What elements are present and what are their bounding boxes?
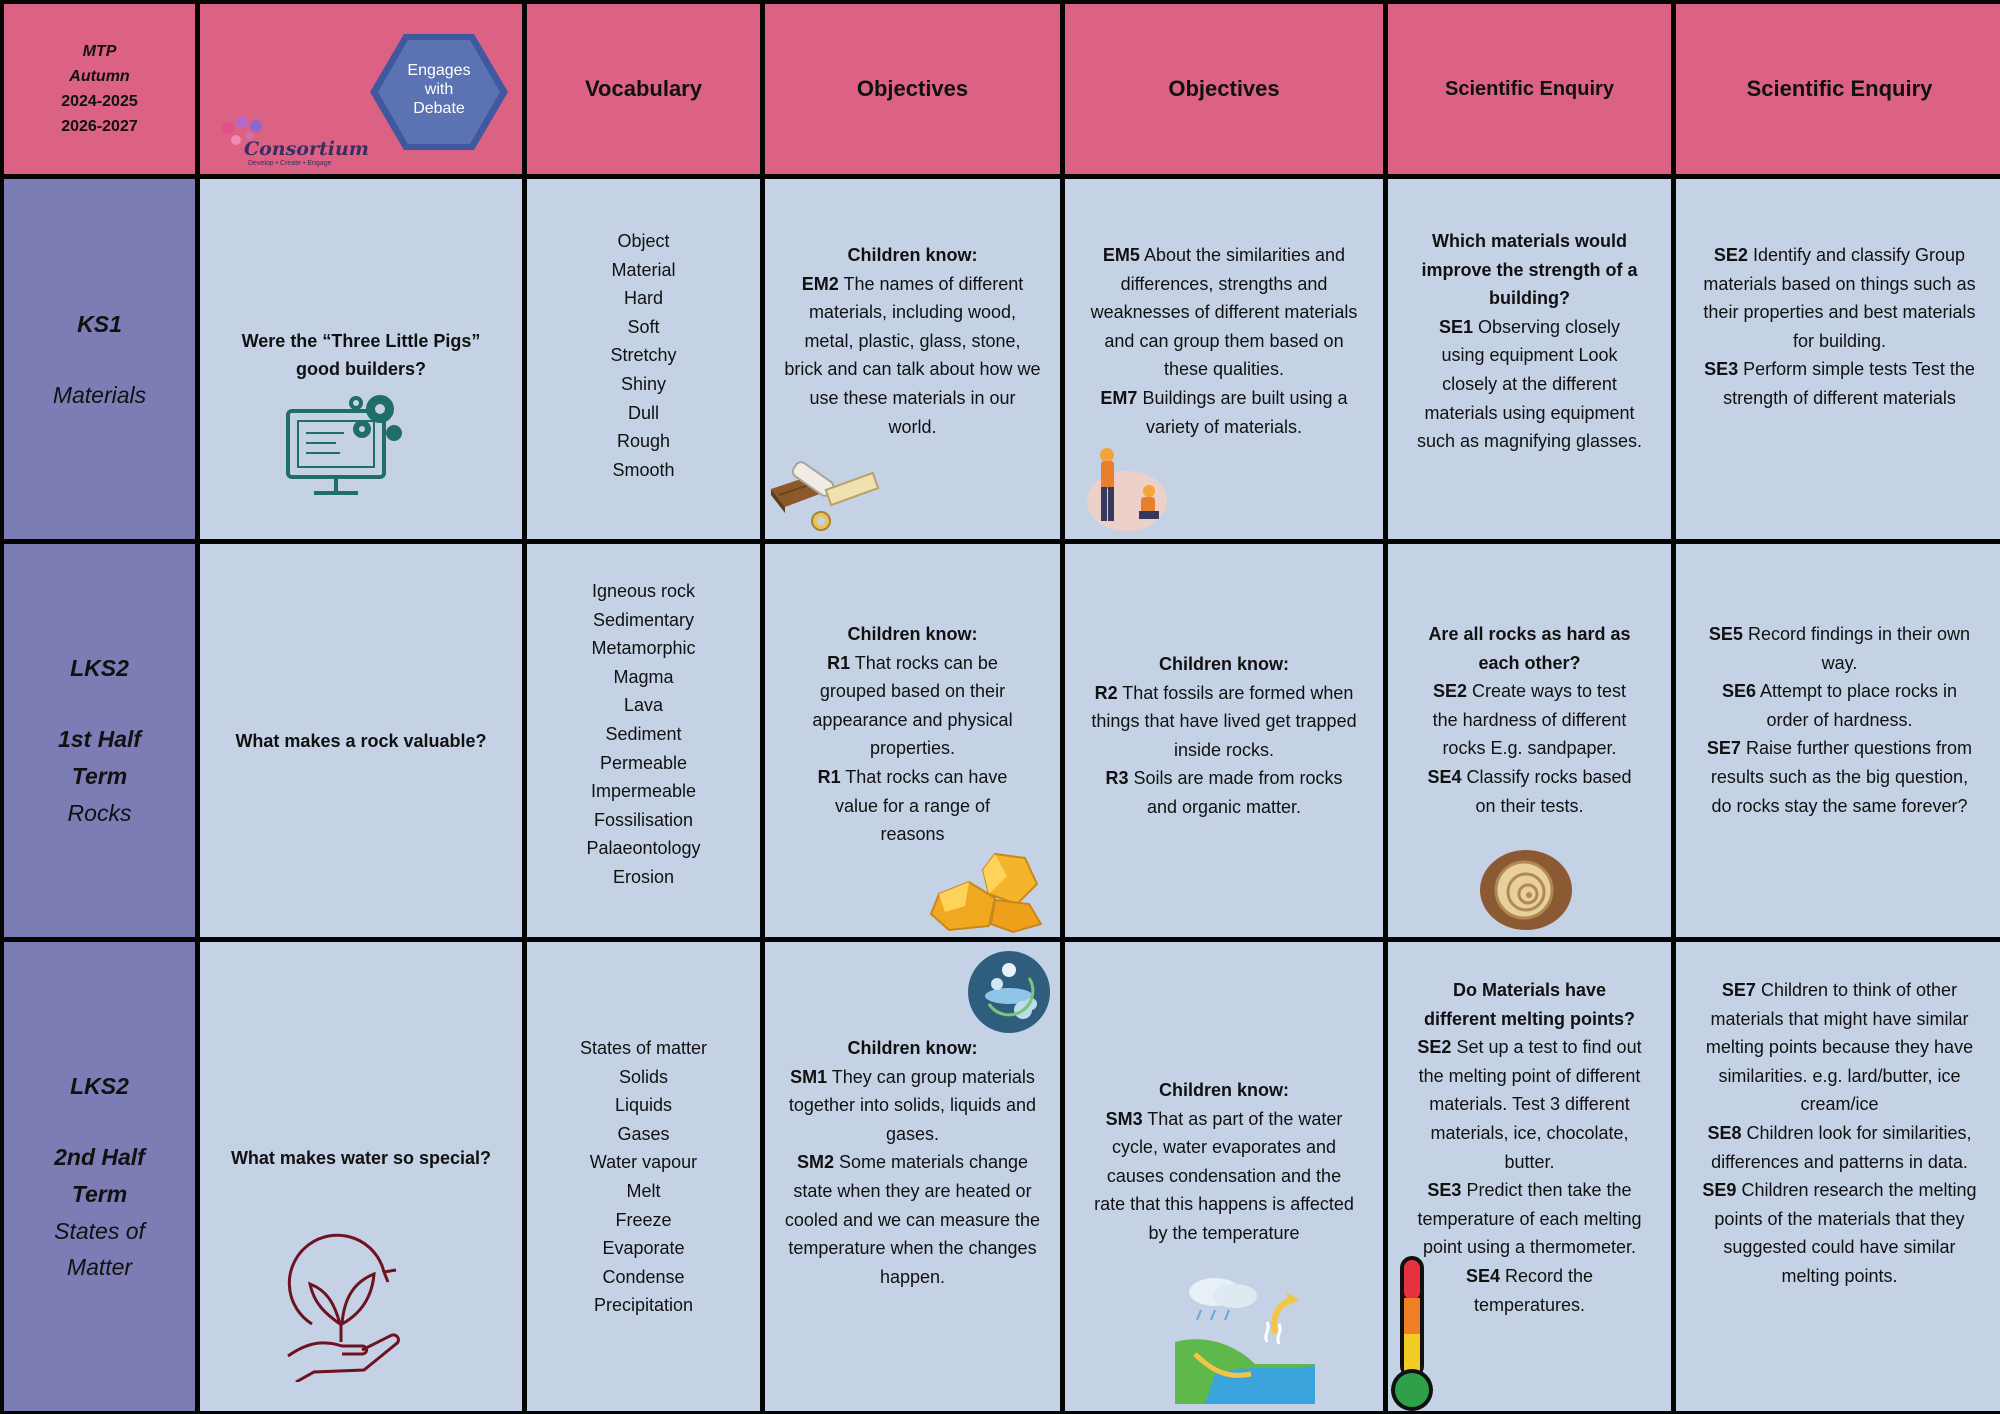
vocabulary-list xyxy=(610,227,676,484)
enquiry-text: Do Materials have different melting points? SE2 Set up a test to find out the melting point of different materials. Test 3 different materials, ice, chocolate, butter. SE3 Predict then take the temperature of each melting point using a thermometer. SE4 Record the temperatures. xyxy=(1417,980,1642,1315)
objectives-cell xyxy=(765,179,1060,539)
topic-label: Rocks xyxy=(67,800,132,826)
vocabulary-cell xyxy=(527,179,760,539)
vocab-item: Material xyxy=(611,259,676,280)
badge-line-2: with xyxy=(424,81,454,98)
term-label: Term xyxy=(71,1181,128,1207)
objectives-cell xyxy=(765,544,1060,937)
vocab-item: Impermeable xyxy=(590,781,697,802)
vocab-item: Gases xyxy=(617,1123,670,1144)
vocab-item: Object xyxy=(617,231,670,251)
water-cycle-globe-icon xyxy=(967,950,1051,1034)
objectives-cell xyxy=(1065,179,1383,539)
vocab-item: Magma xyxy=(613,666,674,687)
stage-label: KS1 xyxy=(77,310,122,337)
building-materials-icon xyxy=(769,449,889,539)
enquiry-text: SE2 Identify and classify Group materials based on things such as their properties and best materials for building. SE3 Perform simple tests Test the strength of different materials xyxy=(1703,245,1976,408)
computer-gears-icon xyxy=(284,389,414,504)
vocabulary-list xyxy=(586,577,700,892)
enquiry-text: SE5 Record findings in their own way. SE6 Attempt to place rocks in order of hardness. SE7 Raise further questions from results such as the big question, do rocks stay the same forever? xyxy=(1706,624,1973,816)
enquiry-text: SE7 Children to think of other materials that might have similar melting points because they have similarities. e.g. lard/butter, ice cream/ice SE8 Children look for similarities, differences and patterns in data. SE9 Children research the melting points of the materials that they suggested could have similar melting points. xyxy=(1702,980,1977,1286)
vocab-item: Precipitation xyxy=(593,1295,694,1316)
big-question: What makes a rock valuable? xyxy=(235,730,487,751)
enquiry-text: Which materials would improve the strength of a building? SE1 Observing closely using equipment Look closely at the different materials using equipment such as magnifying glasses. xyxy=(1416,231,1643,452)
vocab-item: Sedimentary xyxy=(592,609,695,630)
debate-badge xyxy=(370,30,508,154)
topic-label: Matter xyxy=(66,1254,133,1280)
vocab-item: Erosion xyxy=(612,866,675,887)
objectives-text: Children know: EM2 The names of different materials, including wood, metal, plastic, glass, stone, brick and can talk about how we use these materials in our world. xyxy=(784,245,1041,437)
vocab-item: Sediment xyxy=(605,723,682,744)
vocab-item: Freeze xyxy=(615,1209,672,1230)
topic-label: Materials xyxy=(52,381,147,408)
builders-icon xyxy=(1077,441,1177,531)
enquiry-cell xyxy=(1676,942,2000,1411)
vocab-item: Rough xyxy=(616,431,671,452)
vocab-item: States of matter xyxy=(579,1038,708,1058)
ammonite-fossil-icon xyxy=(1478,848,1574,932)
big-question: Were the “Three Little Pigs” good builders? xyxy=(241,331,481,379)
term-label: Autumn xyxy=(69,68,130,85)
enquiry-text: Are all rocks as hard as each other? SE2 Create ways to test the hardness of different rocks E.g. sandpaper. SE4 Classify rocks based on their tests. xyxy=(1427,624,1632,816)
badge-line-3: Debate xyxy=(413,100,465,117)
vocab-item: Condense xyxy=(602,1266,685,1287)
vocab-item: Fossilisation xyxy=(593,809,694,830)
vocab-item: Evaporate xyxy=(602,1238,685,1259)
mtp-label: MTP xyxy=(82,43,117,60)
objectives-text: Children know: SM1 They can group materials together into solids, liquids and gases. SM2 Some materials change state when they are heated or cooled and we can measure the temperature when the changes happen. xyxy=(784,1038,1041,1287)
vocab-item: Igneous rock xyxy=(591,581,696,601)
vocab-item: Permeable xyxy=(599,752,688,773)
big-question-cell xyxy=(200,179,522,539)
term-label: 2nd Half xyxy=(54,1144,145,1170)
stage-label: LKS2 xyxy=(70,1073,129,1099)
vocab-item: Lava xyxy=(623,695,664,716)
logo-text: Consortium xyxy=(244,138,369,160)
vocab-item: Hard xyxy=(623,288,663,309)
mtp-header-cell xyxy=(4,4,195,174)
logo-tagline: Develop • Create • Engage xyxy=(248,160,332,167)
vocab-item: Solids xyxy=(618,1066,669,1087)
enquiry-cell xyxy=(1388,544,1671,937)
consortium-logo xyxy=(218,114,369,167)
vocabulary-cell xyxy=(527,942,760,1411)
enquiry-header-1: Scientific Enquiry xyxy=(1388,4,1671,174)
vocabulary-cell xyxy=(527,544,760,937)
vocab-item: Dull xyxy=(627,402,659,423)
objectives-header-2: Objectives xyxy=(1065,4,1383,174)
enquiry-cell xyxy=(1388,179,1671,539)
enquiry-cell xyxy=(1676,544,2000,937)
row-label-lks2-states xyxy=(4,942,195,1411)
row-label-lks2-rocks xyxy=(4,544,195,937)
enquiry-cell xyxy=(1676,179,2000,539)
vocab-item: Metamorphic xyxy=(591,638,696,659)
vocab-item: Shiny xyxy=(620,373,667,394)
objectives-header-1: Objectives xyxy=(765,4,1060,174)
water-cycle-landscape-icon xyxy=(1175,1274,1315,1404)
objectives-text: Children know: SM3 That as part of the water cycle, water evaporates and causes condensation and the rate that this happens is affected by the temperature xyxy=(1094,1080,1354,1243)
enquiry-cell xyxy=(1388,942,1671,1411)
thermometer-icon xyxy=(1390,1254,1434,1411)
objectives-text: Children know: R2 That fossils are formed when things that have lived get trapped inside rocks. R3 Soils are made from rocks and organic matter. xyxy=(1091,654,1357,817)
objectives-text: EM5 About the similarities and differences, strengths and weaknesses of different materials and can group them based on these qualities. EM7 Buildings are built using a variety of materials. xyxy=(1090,245,1358,437)
logo-header-cell xyxy=(200,4,522,174)
vocabulary-header: Vocabulary xyxy=(527,4,760,174)
row-label-ks1 xyxy=(4,179,195,539)
vocab-item: Liquids xyxy=(614,1095,673,1116)
vocab-item: Water vapour xyxy=(589,1152,698,1173)
gold-nuggets-icon xyxy=(925,848,1045,934)
badge-line-1: Engages xyxy=(407,62,471,79)
topic-label: States of xyxy=(54,1218,145,1244)
vocab-item: Palaeontology xyxy=(586,838,701,859)
big-question-cell xyxy=(200,942,522,1411)
objectives-cell xyxy=(765,942,1060,1411)
year-label-2: 2026-2027 xyxy=(61,118,138,135)
stage-label: LKS2 xyxy=(70,655,129,681)
year-label-1: 2024-2025 xyxy=(61,93,138,110)
vocabulary-list xyxy=(580,1034,707,1320)
objectives-text: Children know: R1 That rocks can be grouped based on their appearance and physical properties. R1 That rocks can have value for a range of reasons xyxy=(812,624,1013,845)
enquiry-header-2: Scientific Enquiry xyxy=(1676,4,2000,174)
term-label: 1st Half xyxy=(57,726,142,752)
vocab-item: Smooth xyxy=(612,459,675,480)
objectives-cell xyxy=(1065,942,1383,1411)
big-question-cell xyxy=(200,544,522,937)
vocab-item: Soft xyxy=(627,316,660,337)
big-question: What makes water so special? xyxy=(230,1148,492,1168)
term-label: Term xyxy=(71,763,128,789)
vocab-item: Stretchy xyxy=(610,345,677,366)
plant-in-hand-icon xyxy=(284,1232,414,1382)
vocab-item: Melt xyxy=(626,1180,661,1201)
objectives-cell xyxy=(1065,544,1383,937)
